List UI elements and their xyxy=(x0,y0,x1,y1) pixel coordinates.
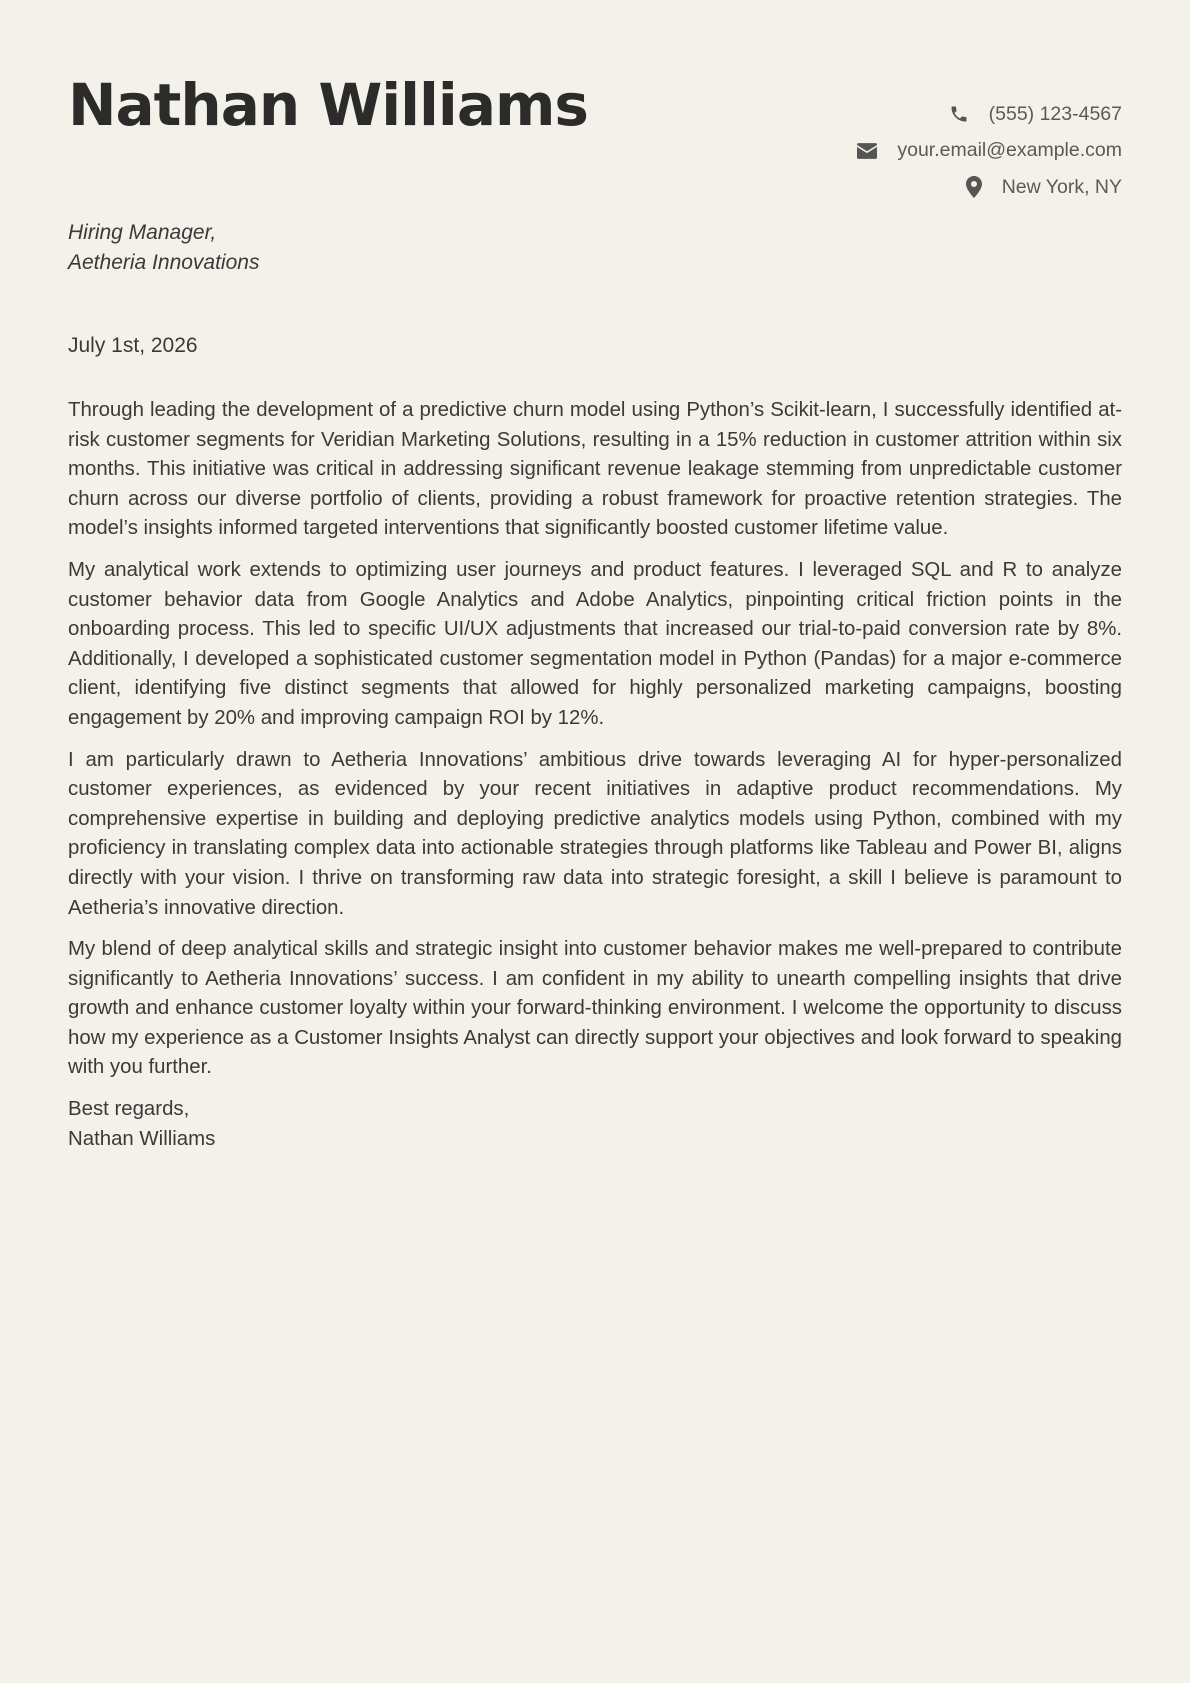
letter-body xyxy=(68,396,1122,1154)
recipient-company: Aetheria Innovations xyxy=(68,251,260,274)
body-paragraph: My analytical work extends to optimizing user journeys and product features. I leveraged SQL and R to analyze customer behavior data from Google Analytics and Adobe Analytics, pinpointing critical friction points in the onboarding process. This led to specific UI/UX adjustments that increased our trial-to-paid conversion rate by 8%. Additionally, I developed a sophisticated customer segmentation model in Python (Pandas) for a major e-commerce client, identifying five distinct segments that allowed for highly personalized marketing campaigns, boosting engagement by 20% and improving campaign ROI by 12%. xyxy=(68,558,1122,729)
contact-location-row xyxy=(857,169,1122,206)
recipient-block xyxy=(68,218,259,278)
email-address[interactable]: your.email@example.com xyxy=(897,139,1122,162)
body-paragraph: Through leading the development of a predictive churn model using Python’s Scikit-learn, I successfully identified at-risk customer segments for Veridian Marketing Solutions, resulting in a 15% reduction in customer attrition within six months. This initiative was critical in addressing significant revenue leakage stemming from unpredictable customer churn across our diverse portfolio of clients, providing a robust framework for proactive retention strategies. The model’s insights informed targeted interventions that significantly boosted customer lifetime value. xyxy=(68,399,1122,540)
closing-salutation: Best regards, xyxy=(68,1098,190,1121)
phone-icon xyxy=(949,104,969,124)
body-paragraph: My blend of deep analytical skills and strategic insight into customer behavior makes me well-prepared to contribute significantly to Aetheria Innovations’ success. I am confident in my ability to unearth compelling insights that drive growth and enhance customer loyalty within your forward-thinking environment. I welcome the opportunity to discuss how my experience as a Customer Insights Analyst can directly support your objectives and look forward to speaking with you further. xyxy=(68,938,1122,1079)
closing-block xyxy=(68,1095,1122,1154)
envelope-icon xyxy=(857,143,877,159)
closing-signature: Nathan Williams xyxy=(68,1127,216,1150)
map-marker-icon xyxy=(966,176,982,198)
applicant-name: Nathan Williams xyxy=(68,71,588,139)
contact-phone-row xyxy=(857,96,1122,133)
phone-number[interactable]: (555) 123-4567 xyxy=(988,102,1122,125)
contact-info xyxy=(857,96,1122,206)
location-text: New York, NY xyxy=(1001,175,1122,198)
recipient-title: Hiring Manager, xyxy=(68,221,217,244)
body-paragraph: I am particularly drawn to Aetheria Innovations’ ambitious drive towards leveraging AI for hyper-personalized customer experiences, as evidenced by your recent initiatives in adaptive product recommendations. My comprehensive expertise in building and deploying predictive analytics models using Python, combined with my proficiency in translating complex data into actionable strategies through platforms like Tableau and Power BI, aligns directly with your vision. I thrive on transforming raw data into strategic foresight, a skill I believe is paramount to Aetheria’s innovative direction. xyxy=(68,748,1122,919)
letter-date: July 1st, 2026 xyxy=(68,334,198,357)
contact-email-row xyxy=(857,133,1122,170)
